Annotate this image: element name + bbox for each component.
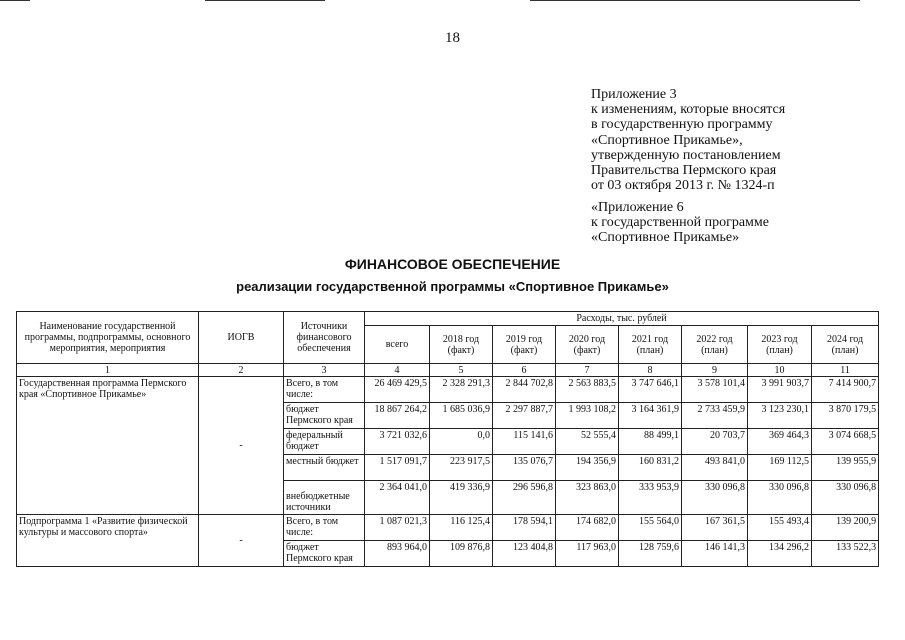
column-index: 1 xyxy=(17,364,199,377)
subprogram-name: Подпрограмма 1 «Развитие физической культуры и массового спорта» xyxy=(17,515,199,567)
column-index: 7 xyxy=(556,364,619,377)
value-cell: 223 917,5 xyxy=(430,455,493,481)
value-cell: 330 096,8 xyxy=(812,481,879,515)
header-iogv: ИОГВ xyxy=(199,312,284,364)
appendix-block xyxy=(591,87,785,193)
header-expenses: Расходы, тыс. рублей xyxy=(365,312,879,326)
value-cell: 333 953,9 xyxy=(619,481,682,515)
appendix-prev-line: «Приложение 6 xyxy=(591,200,684,215)
value-cell: 3 164 361,9 xyxy=(619,403,682,429)
value-cell: 3 074 668,5 xyxy=(812,429,879,455)
value-cell: 2 328 291,3 xyxy=(430,377,493,403)
value-cell: 134 296,2 xyxy=(748,541,812,567)
column-index: 3 xyxy=(284,364,365,377)
value-cell: 7 414 900,7 xyxy=(812,377,879,403)
value-cell: 139 955,9 xyxy=(812,455,879,481)
appendix-line: утвержденную постановлением xyxy=(591,147,781,163)
source-cell: бюджет Пермского края xyxy=(284,403,365,429)
value-cell: 194 356,9 xyxy=(556,455,619,481)
column-index: 9 xyxy=(682,364,748,377)
value-cell: 369 464,3 xyxy=(748,429,812,455)
column-index: 4 xyxy=(365,364,430,377)
header-year: 2024 год (план) xyxy=(812,326,879,364)
source-cell: бюджет Пермского края xyxy=(284,541,365,567)
top-border-line-mid xyxy=(205,0,325,1)
value-cell: 109 876,8 xyxy=(430,541,493,567)
appendix-line: в государственную программу xyxy=(591,117,773,133)
value-cell: 115 141,6 xyxy=(493,429,556,455)
value-cell: 133 522,3 xyxy=(812,541,879,567)
value-cell: 3 991 903,7 xyxy=(748,377,812,403)
value-cell: 2 297 887,7 xyxy=(493,403,556,429)
header-year: 2018 год (факт) xyxy=(430,326,493,364)
top-border-line-left xyxy=(0,0,30,1)
appendix-line: «Спортивное Прикамье», xyxy=(591,132,743,148)
page-number: 18 xyxy=(445,30,460,46)
appendix-prev-block xyxy=(591,200,769,246)
value-cell: 135 076,7 xyxy=(493,455,556,481)
value-cell: 20 703,7 xyxy=(682,429,748,455)
appendix-prev-line: к государственной программе xyxy=(591,215,769,231)
appendix-line: к изменениям, которые вносятся xyxy=(591,102,786,118)
value-cell: 2 563 883,5 xyxy=(556,377,619,403)
value-cell: 323 863,0 xyxy=(556,481,619,515)
program-name: Государственная программа Пермского края «Спортивное Прикамье» xyxy=(17,377,199,515)
value-cell: 330 096,8 xyxy=(748,481,812,515)
financing-table xyxy=(16,311,879,567)
value-cell: 178 594,1 xyxy=(493,515,556,541)
value-cell: 155 564,0 xyxy=(619,515,682,541)
value-cell: 296 596,8 xyxy=(493,481,556,515)
header-total: всего xyxy=(365,326,430,364)
value-cell: 2 733 459,9 xyxy=(682,403,748,429)
appendix-prev-line: «Спортивное Прикамье» xyxy=(591,230,740,246)
value-cell: 2 364 041,0 xyxy=(365,481,430,515)
subprogram-iogv: - xyxy=(199,515,284,567)
value-cell: 3 870 179,5 xyxy=(812,403,879,429)
header-name: Наименование государственной программы, подпрограммы, основного мероприятия, мероприятия xyxy=(17,312,199,364)
source-cell: внебюджетные источники xyxy=(284,481,365,515)
value-cell: 88 499,1 xyxy=(619,429,682,455)
source-cell: Всего, в том числе: xyxy=(284,515,365,541)
value-cell: 139 200,9 xyxy=(812,515,879,541)
column-index: 6 xyxy=(493,364,556,377)
value-cell: 26 469 429,5 xyxy=(365,377,430,403)
header-year: 2021 год (план) xyxy=(619,326,682,364)
document-subtitle: реализации государственной программы «Спортивное Прикамье» xyxy=(236,279,669,294)
header-year: 2023 год (план) xyxy=(748,326,812,364)
value-cell: 117 963,0 xyxy=(556,541,619,567)
document-title: ФИНАНСОВОЕ ОБЕСПЕЧЕНИЕ xyxy=(344,256,561,272)
value-cell: 18 867 264,2 xyxy=(365,403,430,429)
value-cell: 116 125,4 xyxy=(430,515,493,541)
table-row xyxy=(17,377,879,403)
appendix-line: от 03 октября 2013 г. № 1324-п xyxy=(591,178,775,194)
value-cell: 493 841,0 xyxy=(682,455,748,481)
header-year: 2022 год (план) xyxy=(682,326,748,364)
column-index: 5 xyxy=(430,364,493,377)
value-cell: 1 517 091,7 xyxy=(365,455,430,481)
source-cell: федеральный бюджет xyxy=(284,429,365,455)
column-index: 10 xyxy=(748,364,812,377)
program-iogv: - xyxy=(199,377,284,515)
value-cell: 2 844 702,8 xyxy=(493,377,556,403)
value-cell: 174 682,0 xyxy=(556,515,619,541)
value-cell: 52 555,4 xyxy=(556,429,619,455)
value-cell: 3 123 230,1 xyxy=(748,403,812,429)
value-cell: 419 336,9 xyxy=(430,481,493,515)
value-cell: 893 964,0 xyxy=(365,541,430,567)
value-cell: 330 096,8 xyxy=(682,481,748,515)
value-cell: 169 112,5 xyxy=(748,455,812,481)
appendix-line: Приложение 3 xyxy=(591,87,677,102)
appendix-line: Правительства Пермского края xyxy=(591,163,777,179)
value-cell: 128 759,6 xyxy=(619,541,682,567)
value-cell: 123 404,8 xyxy=(493,541,556,567)
value-cell: 160 831,2 xyxy=(619,455,682,481)
value-cell: 3 747 646,1 xyxy=(619,377,682,403)
value-cell: 1 685 036,9 xyxy=(430,403,493,429)
table-row xyxy=(17,515,879,541)
value-cell: 1 087 021,3 xyxy=(365,515,430,541)
source-cell: местный бюджет xyxy=(284,455,365,481)
value-cell: 0,0 xyxy=(430,429,493,455)
header-sources: Источники финансового обеспечения xyxy=(284,312,365,364)
value-cell: 146 141,3 xyxy=(682,541,748,567)
value-cell: 3 721 032,6 xyxy=(365,429,430,455)
value-cell: 167 361,5 xyxy=(682,515,748,541)
value-cell: 155 493,4 xyxy=(748,515,812,541)
value-cell: 3 578 101,4 xyxy=(682,377,748,403)
value-cell: 1 993 108,2 xyxy=(556,403,619,429)
source-cell: Всего, в том числе: xyxy=(284,377,365,403)
top-border-line-right xyxy=(530,0,860,1)
column-index: 2 xyxy=(199,364,284,377)
column-index: 11 xyxy=(812,364,879,377)
header-year: 2019 год (факт) xyxy=(493,326,556,364)
header-year: 2020 год (факт) xyxy=(556,326,619,364)
column-index: 8 xyxy=(619,364,682,377)
